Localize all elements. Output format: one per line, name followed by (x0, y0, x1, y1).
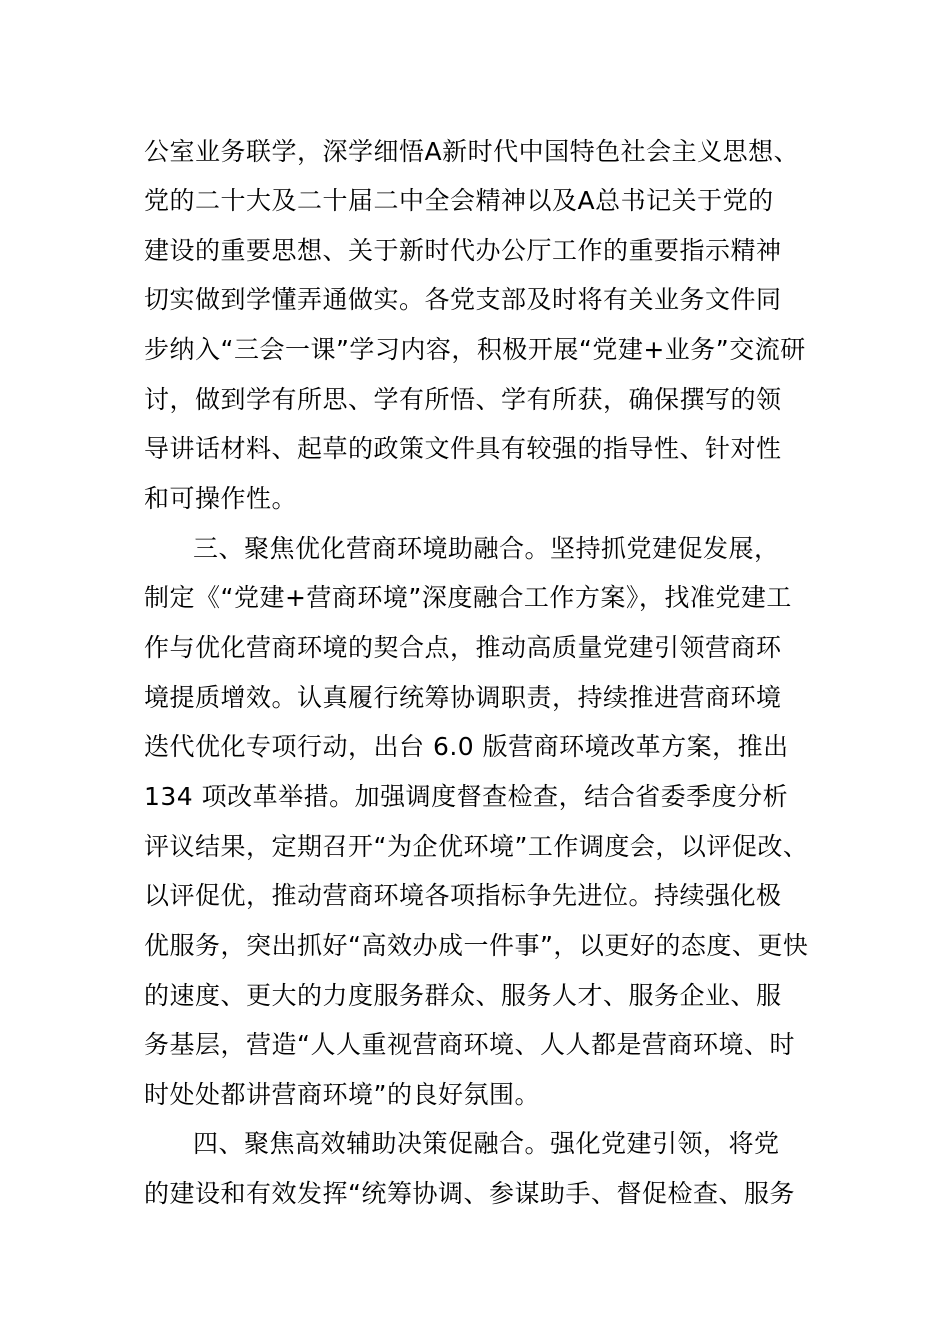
text-line: 步纳入“三会一课”学习内容，积极开展“党建+业务”交流研 (144, 335, 806, 364)
text-line: 134 项改革举措。加强调度督查检查，结合省委季度分析 (144, 782, 789, 811)
text-line: 建设的重要思想、关于新时代办公厅工作的重要指示精神 (144, 236, 782, 265)
text-line: 评议结果，定期召开“为企优环境”工作调度会，以评促改、 (144, 832, 809, 861)
text-line: 优服务，突出抓好“高效办成一件事”，以更好的态度、更快 (144, 931, 809, 960)
text-line: 时处处都讲营商环境”的良好氛围。 (144, 1080, 540, 1109)
text-line: 导讲话材料、起草的政策文件具有较强的指导性、针对性 (144, 434, 782, 463)
text-line: 制定《“党建+营商环境”深度融合工作方案》，找准党建工 (144, 583, 792, 612)
section-heading-line: 四、聚焦高效辅助决策促融合。强化党建引领，将党 (193, 1129, 780, 1158)
text-line: 迭代优化专项行动，出台 6.0 版营商环境改革方案，推出 (144, 732, 789, 761)
text-line: 的速度、更大的力度服务群众、服务人才、服务企业、服 (144, 981, 782, 1010)
text-line: 党的二十大及二十届二中全会精神以及A总书记关于党的 (144, 186, 774, 215)
text-line: 公室业务联学，深学细悟A新时代中国特色社会主义思想、 (144, 137, 800, 166)
text-line: 以评促优，推动营商环境各项指标争先进位。持续强化极 (144, 881, 782, 910)
text-line: 和可操作性。 (144, 484, 298, 513)
section-heading-line: 三、聚焦优化营商环境助融合。坚持抓党建促发展， (193, 534, 780, 563)
text-line: 讨，做到学有所思、学有所悟、学有所获，确保撰写的领 (144, 385, 782, 414)
text-line: 切实做到学懂弄通做实。各党支部及时将有关业务文件同 (144, 285, 782, 314)
text-line: 境提质增效。认真履行统筹协调职责，持续推进营商环境 (144, 683, 782, 712)
text-line: 务基层，营造“人人重视营商环境、人人都是营商环境、时 (144, 1030, 795, 1059)
text-line: 的建设和有效发挥“统筹协调、参谋助手、督促检查、服务 (144, 1179, 795, 1208)
text-line: 作与优化营商环境的契合点，推动高质量党建引领营商环 (144, 633, 782, 662)
